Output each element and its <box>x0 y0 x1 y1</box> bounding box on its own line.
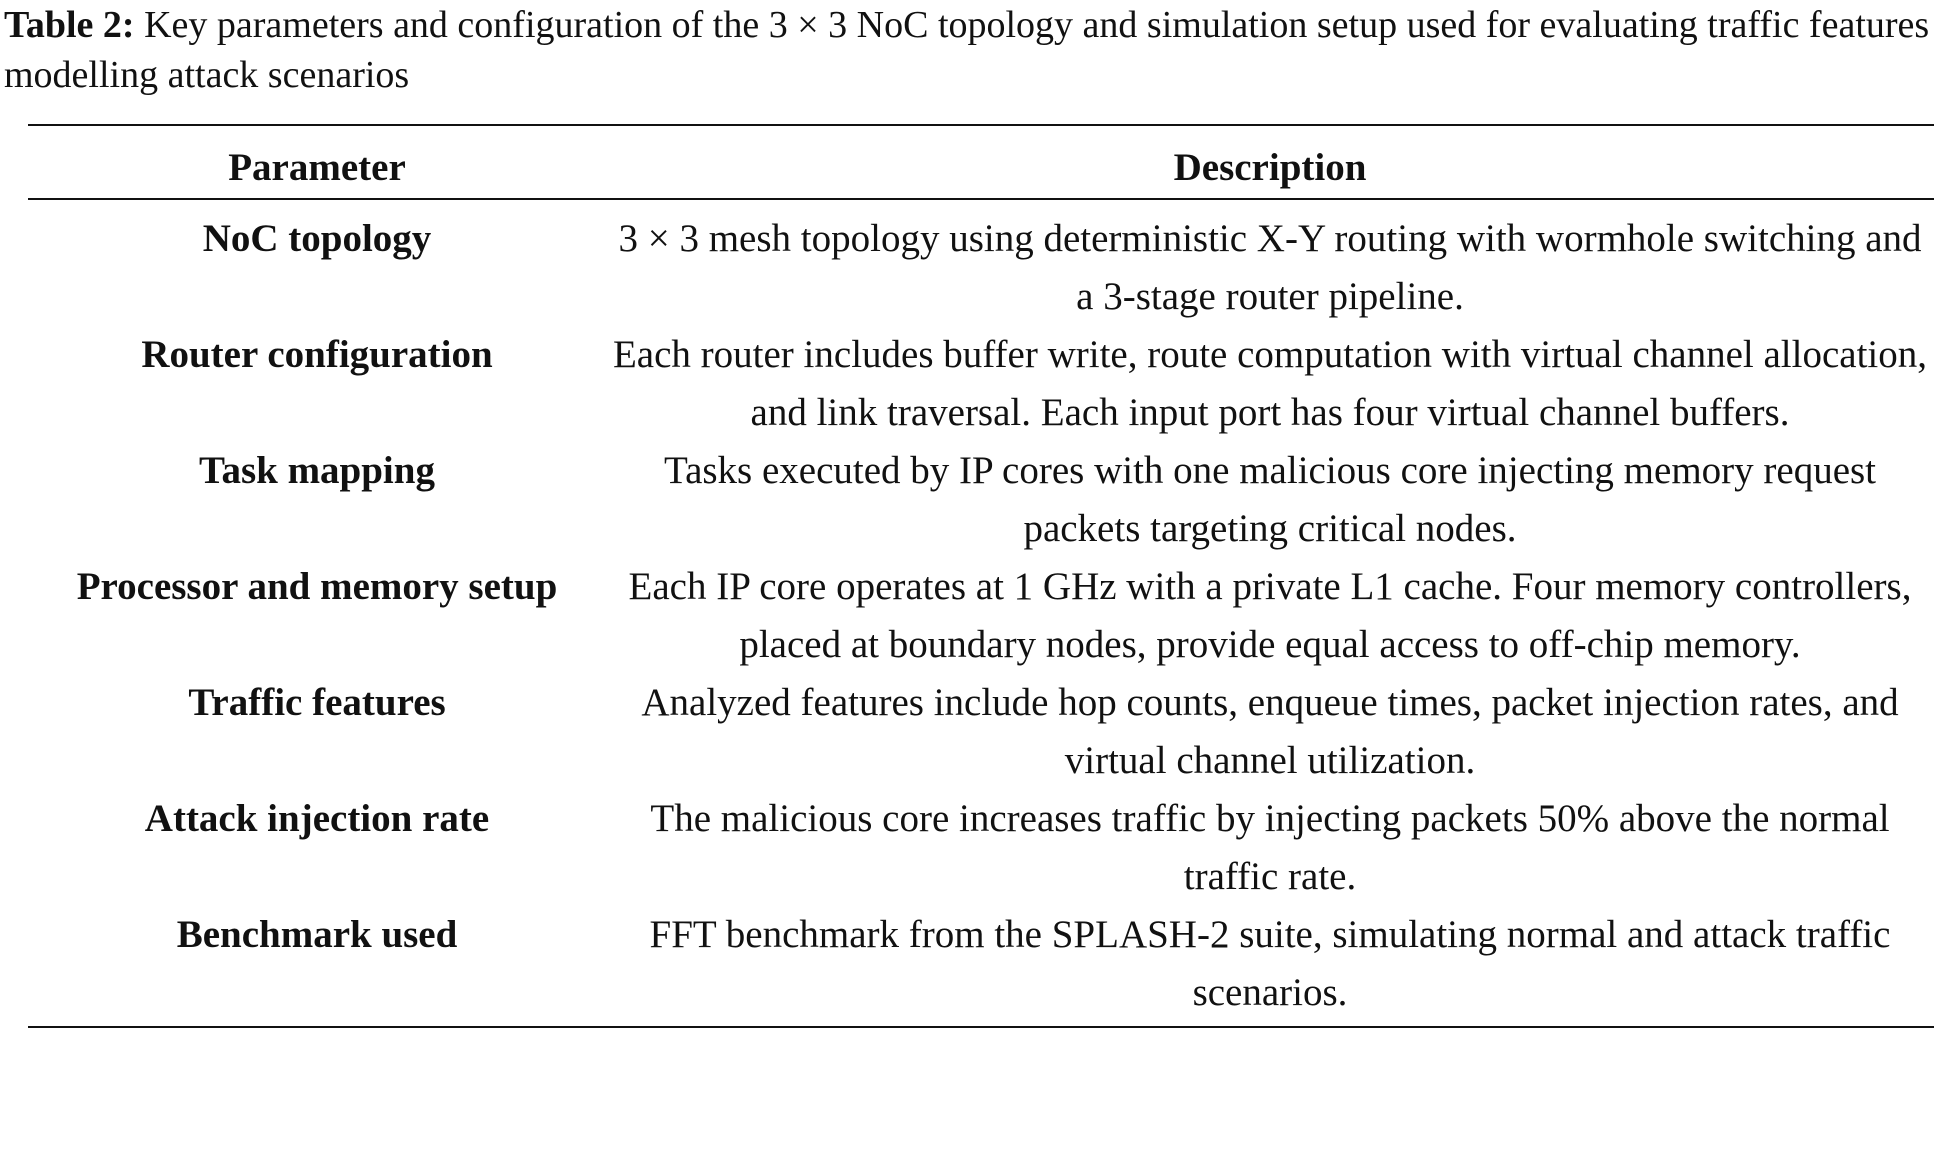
table-row <box>28 199 1934 326</box>
parameters-table <box>28 124 1934 1028</box>
table-row <box>28 906 1934 1027</box>
caption-text: Key parameters and configuration of the 3 × 3 NoC topology and simulation setup used for evaluating traffic features modelling attack scenarios <box>4 4 1930 96</box>
row-description: Analyzed features include hop counts, enqueue times, packet injection rates, and virtual channel utilization. <box>641 681 1899 782</box>
row-description: Each IP core operates at 1 GHz with a private L1 cache. Four memory controllers, placed at boundary nodes, provide equal access to off-chip memory. <box>628 565 1912 666</box>
row-parameter: Router configuration <box>141 333 493 376</box>
row-parameter: Processor and memory setup <box>76 565 558 608</box>
row-description: Each router includes buffer write, route computation with virtual channel allocation, and link traversal. Each input port has four virtual channel buffers. <box>612 333 1927 434</box>
table-row <box>28 790 1934 906</box>
table-row <box>28 442 1934 558</box>
row-description: FFT benchmark from the SPLASH-2 suite, simulating normal and attack traffic scenarios. <box>606 906 1934 1027</box>
row-description: The malicious core increases traffic by injecting packets 50% above the normal traffic rate. <box>650 797 1890 898</box>
row-description: 3 × 3 mesh topology using deterministic X-Y routing with wormhole switching and a 3-stage router pipeline. <box>618 217 1922 318</box>
table-caption <box>4 0 1954 100</box>
row-description: Tasks executed by IP cores with one malicious core injecting memory request packets targeting critical nodes. <box>663 449 1877 550</box>
row-parameter: Benchmark used <box>28 906 606 1027</box>
table-row <box>28 558 1934 674</box>
row-parameter: Attack injection rate <box>144 797 490 840</box>
caption-label: Table 2: <box>4 4 135 46</box>
row-parameter: Traffic features <box>188 681 446 724</box>
table-header-row <box>28 125 1934 199</box>
parameters-table-container <box>28 124 1934 1028</box>
table-row <box>28 326 1934 442</box>
header-description: Description <box>606 125 1934 199</box>
table-row <box>28 674 1934 790</box>
row-parameter: NoC topology <box>202 217 432 260</box>
header-parameter: Parameter <box>28 125 606 199</box>
row-parameter: Task mapping <box>199 449 435 492</box>
